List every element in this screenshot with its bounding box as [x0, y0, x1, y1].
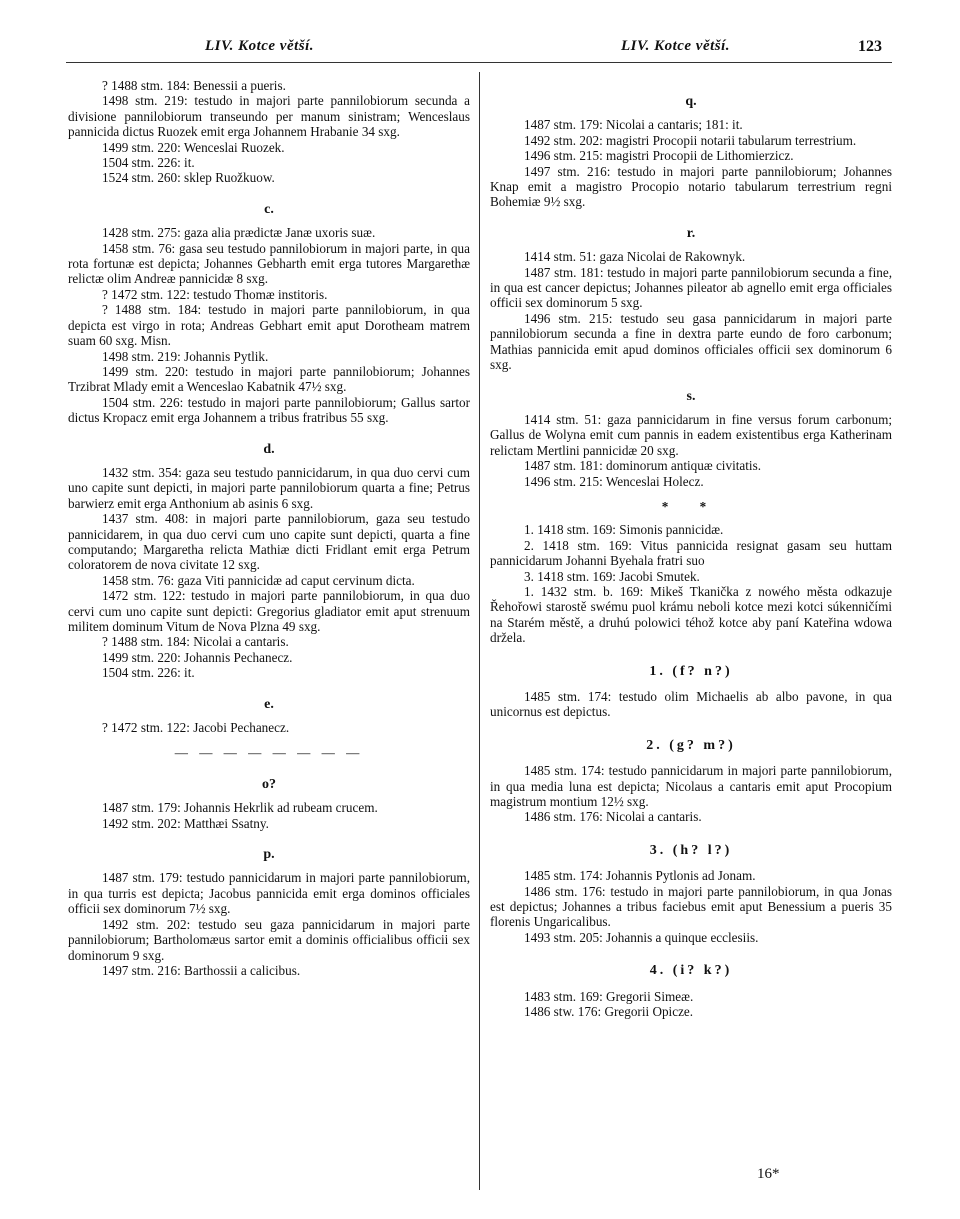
- entry: 1492 stm. 202: magistri Procopii notarii tabularum terrestrium.: [524, 132, 857, 148]
- entry: 1524 stm. 260: sklep Ruožkuow.: [102, 170, 275, 186]
- entry: 1486 stm. 176: testudo in majori parte pannilobiorum, in qua Jonas est depictus; Johannes a tribus faciebus emit aput Benessium a pueris 35 florenis Ungaricalibus.: [490, 883, 892, 930]
- signature-mark: 16*: [757, 1166, 780, 1182]
- entry: 1487 stm. 179: Nicolai a cantaris; 181: it.: [524, 117, 743, 133]
- entry: 1496 stm. 215: Wenceslai Holecz.: [524, 473, 704, 489]
- entry: 1498 stm. 219: testudo in majori parte pannilobiorum secunda a divisione pannilobiorum transeundo per manum sinistram; Wenceslaus pannicida dictus Ruozek emit erga Johannem Hrabanie 34 sxg.: [68, 93, 470, 140]
- entry: 1414 stm. 51: gaza Nicolai de Rakownyk.: [524, 249, 746, 265]
- entry: 3. 1418 stm. 169: Jacobi Smutek.: [524, 568, 700, 584]
- entry: 1498 stm. 219: Johannis Pytlik.: [102, 348, 269, 364]
- entry: 1496 stm. 215: magistri Procopii de Lithomierzicz.: [524, 148, 794, 164]
- entry: 1485 stm. 174: testudo pannicidarum in majori parte pannilobiorum, in qua media luna est depicta; Nicolaus a cantaris emit aput Procopium magistrum montium 12½ sxg.: [490, 763, 892, 810]
- entry: 1492 stm. 202: testudo seu gaza pannicidarum in majori parte pannilobiorum; Bartholomæus sartor emit a dominis officialibus officii sex dominorum 9 sxg.: [68, 916, 470, 963]
- entry: 1497 stm. 216: testudo in majori parte pannilobiorum; Johannes Knap emit a magistro Procopio notario tabularum terrestrium regni Bohemiæ 9½ sxg.: [490, 163, 892, 210]
- entry: 1504 stm. 226: it.: [102, 665, 195, 681]
- section-heading: c.: [264, 201, 274, 217]
- entry: 1496 stm. 215: testudo seu gasa pannicidarum in majori parte pannilobiorum secunda a fine in dextra parte eundo de foro carbonum; Mathias pannicida emit apud dominos officiales officii sex dominorum 6 sxg.: [490, 310, 892, 373]
- entry: 1499 stm. 220: testudo in majori parte pannilobiorum; Johannes Trzibrat Mlady emit a Wenceslao Kabatnik 47½ sxg.: [68, 363, 470, 395]
- entry: 1437 stm. 408: in majori parte pannilobiorum, gaza seu testudo pannicidarem, in qua duo cervi cum uno capite sunt depicti, quarta a fine computando; Margaretha relicta Mathiæ dicti Fridlant emit erga Petrum coloratorem de nova civitate 12 sxg.: [68, 511, 470, 573]
- entry: ? 1472 stm. 122: testudo Thomæ institoris.: [102, 286, 328, 302]
- running-head-right: LIV. Kotce větší.: [621, 38, 731, 54]
- entry: 1432 stm. 354: gaza seu testudo pannicidarum, in qua duo cervi cum uno capite sunt depicti, in majori parte pannilobiorum quarta a fine; Petrus barwierz emit erga Anthonium ab asinis 6 sxg.: [68, 464, 470, 511]
- entry: 1458 stm. 76: gaza Viti pannicidæ ad caput cervinum dicta.: [102, 572, 415, 588]
- right-column: [490, 78, 892, 1020]
- entry: 1472 stm. 122: testudo in majori parte pannilobiorum, in qua duo cervi cum uno capite sunt depicti: Gregorius gladiator emit aput strenuum militem dominum Vitum de Nova Plzna 49 sxg.: [68, 588, 470, 634]
- dash-separator: — — — — — — — —: [174, 745, 364, 761]
- entry: 1487 stm. 179: Johannis Hekrlik ad rubeam crucem.: [102, 800, 378, 816]
- entry: 1492 stm. 202: Matthæi Ssatny.: [102, 815, 269, 831]
- entry: 1504 stm. 226: it.: [102, 155, 195, 171]
- entry: 1458 stm. 76: gasa seu testudo pannilobiorum in majori parte, in qua rota fortunæ est depicta; Johannes Gebharth emit erga tutores Margarethæ relictæ olim Andreæ pannicidæ 8 sxg.: [68, 240, 470, 287]
- section-heading: 4. (i? k?): [649, 963, 733, 979]
- entry: 1499 stm. 220: Johannis Pechanecz.: [102, 649, 293, 665]
- entry: ? 1488 stm. 184: Benessii a pueris.: [102, 78, 286, 93]
- entry: 1485 stm. 174: Johannis Pytlonis ad Jonam.: [524, 868, 756, 884]
- entry: 1485 stm. 174: testudo olim Michaelis ab albo pavone, in qua unicornus est depictus.: [490, 689, 892, 720]
- section-heading: 2. (g? m?): [646, 737, 736, 753]
- running-head-left: LIV. Kotce větší.: [205, 38, 315, 54]
- entry: 1487 stm. 181: dominorum antiquæ civitatis.: [524, 458, 762, 474]
- entry: 1497 stm. 216: Barthossii a calicibus.: [102, 962, 301, 978]
- section-heading: p.: [263, 847, 275, 863]
- entry: ? 1488 stm. 184: Nicolai a cantaris.: [102, 634, 289, 650]
- entry: 1504 stm. 226: testudo in majori parte pannilobiorum; Gallus sartor dictus Kropacz emit erga Johannem a tribus fratribus 55 sxg.: [68, 394, 470, 426]
- page-number: 123: [858, 38, 882, 55]
- entry: 1. 1432 stm. b. 169: Mikeš Tkanička z nowého města odkazuje Řehořowi starostě swému puol krámu neboli kotce mezi kotci súkenničími na Starém městě, a druhú polowici téhož kotce aby paní Kateřina wdowa držela.: [490, 583, 892, 646]
- section-heading: e.: [264, 696, 274, 712]
- entry: 1414 stm. 51: gaza pannicidarum in fine versus forum carbonum; Gallus de Wolyna emit cum pannis in eadem existentibus erga Katherinam relictam Mertlini pannicidæ 20 sxg.: [490, 411, 892, 458]
- entry: 1486 stw. 176: Gregorii Opicze.: [524, 1004, 694, 1020]
- section-heading: 1. (f? n?): [649, 663, 733, 679]
- section-heading: r.: [686, 225, 696, 241]
- header-rule: [66, 62, 892, 63]
- entry: ? 1488 stm. 184: testudo in majori parte pannilobiorum, in qua depicta est virgo in rota; Andreas Gebhart emit aput Dorotheam matrem suam 60 sxg. Misn.: [68, 302, 470, 349]
- entry: 1487 stm. 181: testudo in majori parte pannilobiorum secunda a fine, in qua est cancer depictus; Johannes pileator ab agnello emit erga officiales officii sex dominorum 5 sxg.: [490, 264, 892, 311]
- section-heading: d.: [263, 441, 275, 457]
- column-divider: [479, 72, 480, 1190]
- entry: 1428 stm. 275: gaza alia prædictæ Janæ uxoris suæ.: [102, 225, 376, 241]
- section-heading: 3. (h? l?): [649, 842, 733, 858]
- entry: 1487 stm. 179: testudo pannicidarum in majori parte pannilobiorum, in qua turris est depicta; Jacobus pannicida emit erga dominos officiales officii sex dominorum 7½ sxg.: [68, 870, 470, 917]
- entry: 1483 stm. 169: Gregorii Simeæ.: [524, 988, 694, 1004]
- entry: 1. 1418 stm. 169: Simonis pannicidæ.: [524, 522, 724, 538]
- section-heading: q.: [685, 94, 697, 109]
- entry: 2. 1418 stm. 169: Vitus pannicida resignat gasam seu huttam pannicidarum Johanni Byehala fratri suo: [490, 537, 892, 569]
- entry: ? 1472 stm. 122: Jacobi Pechanecz.: [102, 720, 290, 736]
- entry: 1499 stm. 220: Wenceslai Ruozek.: [102, 139, 285, 155]
- section-heading: s.: [686, 388, 696, 404]
- asterisk-separator: * *: [661, 498, 721, 514]
- section-heading: o?: [262, 776, 276, 792]
- entry: 1493 stm. 205: Johannis a quinque ecclesiis.: [524, 929, 759, 945]
- entry: 1486 stm. 176: Nicolai a cantaris.: [524, 809, 702, 825]
- left-column: [68, 78, 470, 978]
